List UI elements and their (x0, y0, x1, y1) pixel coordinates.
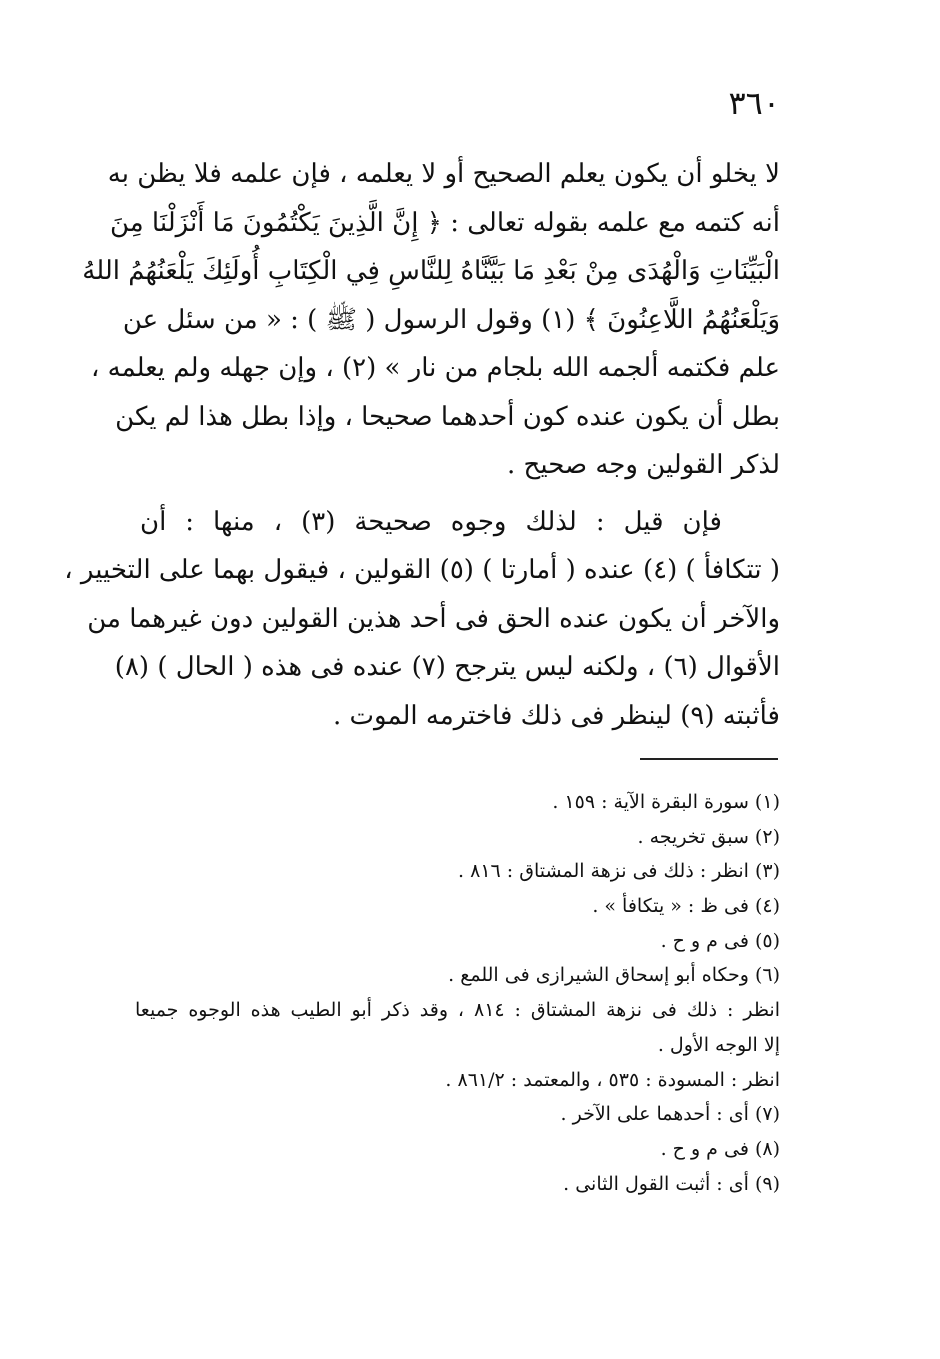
text-line: لذكر القولين وجه صحيح . (507, 450, 780, 480)
footnote: إلا الوجه الأول . (657, 1033, 780, 1056)
footnote-divider (640, 758, 778, 760)
footnote: (٢) سبق تخريجه . (637, 825, 780, 848)
footnote: (٥) فى م و ح . (660, 929, 780, 952)
footnote: (٩) أى : أثبت القول الثانى . (563, 1172, 780, 1195)
text-line: ( تتكافأ ) (٤) عنده ( أمارتا ) (٥) القولين ، فيقول بهما على التخيير ، (64, 555, 780, 585)
footnote: (١) سورة البقرة الآية : ١٥٩ . (552, 791, 780, 813)
footnotes (135, 785, 780, 1201)
footnote: (٤) فى ظ : « يتكافأ » . (592, 895, 780, 918)
text-line: فأثبته (٩) لينظر فى ذلك فاخترمه الموت . (333, 700, 780, 731)
page-number: ٣٦٠ (728, 84, 780, 122)
main-text (64, 150, 780, 740)
footnote: (٦) وحكاه أبو إسحاق الشيرازى فى اللمع . (448, 964, 780, 987)
text-line: أنه كتمه مع علمه بقوله تعالى : ﴿ إِنَّ الَّذِينَ يَكْتُمُونَ مَا أَنْزَلْنَا مِنَ (109, 207, 780, 238)
text-line: لا يخلو أن يكون يعلم الصحيح أو لا يعلمه ، فإن علمه فلا يظن به (107, 159, 780, 189)
text-line: والآخر أن يكون عنده الحق فى أحد هذين القولين دون غيرهما من (87, 603, 780, 634)
text-line: الأقوال (٦) ، ولكنه ليس يترجح (٧) عنده فى هذه ( الحال ) (٨) (114, 652, 780, 682)
footnote: (٣) انظر : ذلك فى نزهة المشتاق : ٨١٦ . (458, 860, 780, 883)
footnote: انظر : ذلك فى نزهة المشتاق : ٨١٤ ، وقد ذكر أبو الطيب هذه الوجوه جميعا (135, 999, 780, 1022)
text-line: بطل أن يكون عنده كون أحدهما صحيحا ، وإذا بطل هذا لم يكن (115, 401, 780, 432)
paragraph-gap (140, 490, 780, 498)
text-line: علم فكتمه ألجمه الله بلجام من نار » (٢) ، وإن جهله ولم يعلمه ، (91, 353, 780, 383)
text-line: الْبَيِّنَاتِ وَالْهُدَى مِنْ بَعْدِ مَا بَيَّنَّاهُ لِلنَّاسِ فِي الْكِتَابِ أُولَئِكَ يَلْعَنُهُمُ اللهُ (82, 256, 780, 286)
footnote: (٨) فى م و ح . (660, 1137, 780, 1160)
text-line: وَيَلْعَنُهُمُ اللَّاعِنُونَ ﴾ (١) وقول الرسول ( ﷺ ) : « من سئل عن (122, 304, 780, 335)
footnote: (٧) أى : أحدهما على الآخر . (560, 1103, 780, 1126)
footnote: انظر : المسودة : ٥٣٥ ، والمعتمد : ٨٦١/٢ . (445, 1068, 780, 1091)
text-line: فإن قيل : لذلك وجوه صحيحة (٣) ، منها : أن (140, 506, 722, 537)
